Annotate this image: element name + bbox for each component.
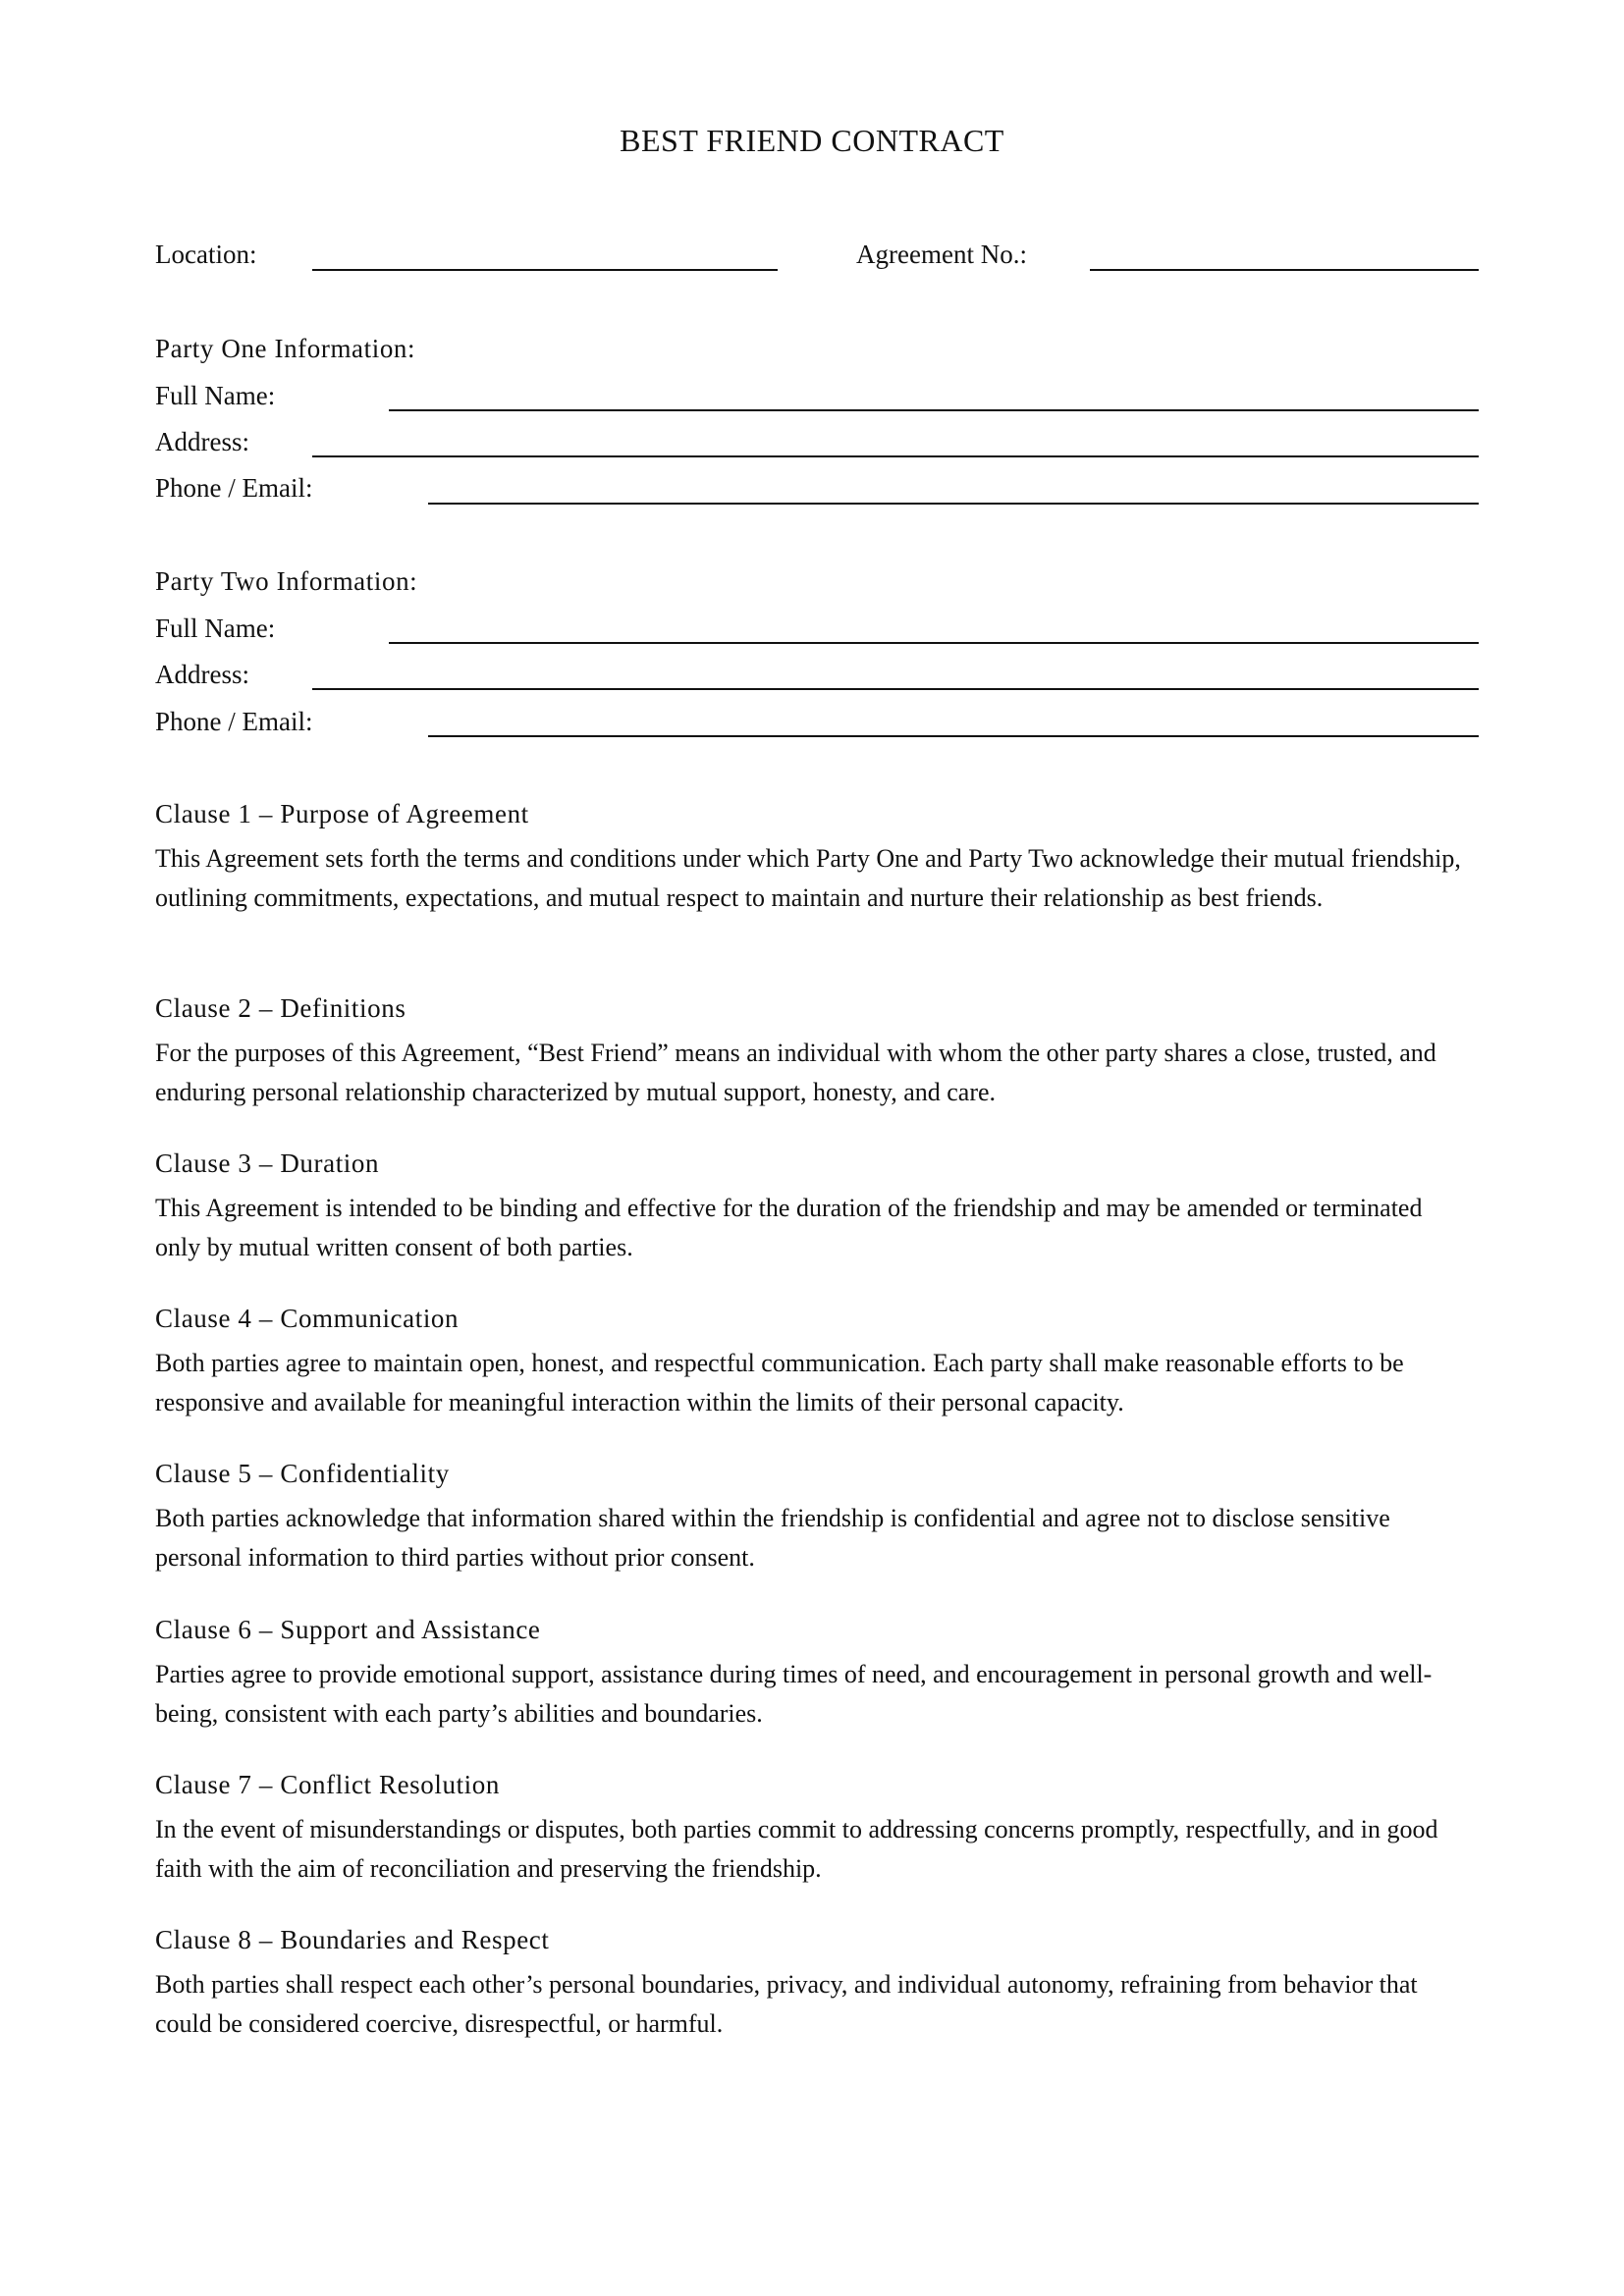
party-two-address-label: Address: (155, 660, 249, 689)
clause-heading: Clause 2 – Definitions (155, 993, 406, 1023)
clause-heading: Clause 7 – Conflict Resolution (155, 1770, 500, 1799)
clause-3 (155, 1148, 1471, 1267)
agreement-no-label: Agreement No.: (856, 240, 1027, 269)
clause-heading: Clause 4 – Communication (155, 1304, 460, 1333)
clause-body: Both parties shall respect each other’s personal boundaries, privacy, and individual autonomy, refraining from behavior that could be considered coercive, disrespectful, or harmful. (155, 1970, 1418, 2038)
clause-body: This Agreement is intended to be binding and effective for the duration of the friendship and may be amended or terminated only by mutual written consent of both parties. (155, 1194, 1423, 1261)
party-one-contact-label: Phone / Email: (155, 473, 313, 503)
clause-8 (155, 1924, 1471, 2044)
clause-heading: Clause 1 – Purpose of Agreement (155, 799, 529, 828)
party-one-full-name-field[interactable] (389, 409, 1479, 411)
party-one-full-name-label: Full Name: (155, 381, 276, 410)
location-field[interactable] (312, 269, 778, 271)
clause-heading: Clause 6 – Support and Assistance (155, 1615, 541, 1644)
clause-body: For the purposes of this Agreement, “Best Friend” means an individual with whom the other party shares a close, trusted, and enduring personal relationship characterized by mutual support, honesty, and care. (155, 1039, 1436, 1106)
clause-body: This Agreement sets forth the terms and conditions under which Party One and Party Two acknowledge their mutual friendship, outlining commitments, expectations, and mutual respect to maintain and nurture their relationship as best friends. (155, 844, 1461, 912)
clause-2 (155, 992, 1471, 1112)
clause-body: Both parties agree to maintain open, honest, and respectful communication. Each party shall make reasonable efforts to be responsive and available for meaningful interaction within the limits of their personal capacity. (155, 1349, 1404, 1416)
party-two-contact-field[interactable] (428, 735, 1479, 737)
clause-body: Both parties acknowledge that information shared within the friendship is confidential and agree not to disclose sensitive personal information to third parties without prior consent. (155, 1504, 1390, 1572)
clause-body: In the event of misunderstandings or disputes, both parties commit to addressing concerns promptly, respectfully, and in good faith with the aim of reconciliation and preserving the friendship. (155, 1815, 1438, 1883)
party-one-address-field[interactable] (312, 455, 1479, 457)
clause-heading: Clause 3 – Duration (155, 1148, 380, 1178)
agreement-no-field[interactable] (1090, 269, 1479, 271)
party-two-address-field[interactable] (312, 688, 1479, 690)
clause-4 (155, 1303, 1471, 1422)
party-one-address-label: Address: (155, 427, 249, 456)
clause-heading: Clause 5 – Confidentiality (155, 1459, 450, 1488)
party-two-contact-label: Phone / Email: (155, 707, 313, 736)
party-two-heading: Party Two Information: (155, 566, 418, 596)
clause-5 (155, 1458, 1471, 1577)
party-two-full-name-field[interactable] (389, 642, 1479, 644)
clause-body: Parties agree to provide emotional support, assistance during times of need, and encouragement in personal growth and well-being, consistent with each party’s abilities and boundaries. (155, 1660, 1433, 1728)
location-label: Location: (155, 240, 257, 269)
party-one-contact-field[interactable] (428, 503, 1479, 505)
clause-heading: Clause 8 – Boundaries and Respect (155, 1925, 550, 1954)
clause-1 (155, 798, 1471, 918)
document-title: BEST FRIEND CONTRACT (620, 123, 1004, 158)
clause-7 (155, 1769, 1471, 1889)
party-one-heading: Party One Information: (155, 334, 416, 363)
party-two-full-name-label: Full Name: (155, 614, 276, 643)
clause-6 (155, 1614, 1471, 1734)
